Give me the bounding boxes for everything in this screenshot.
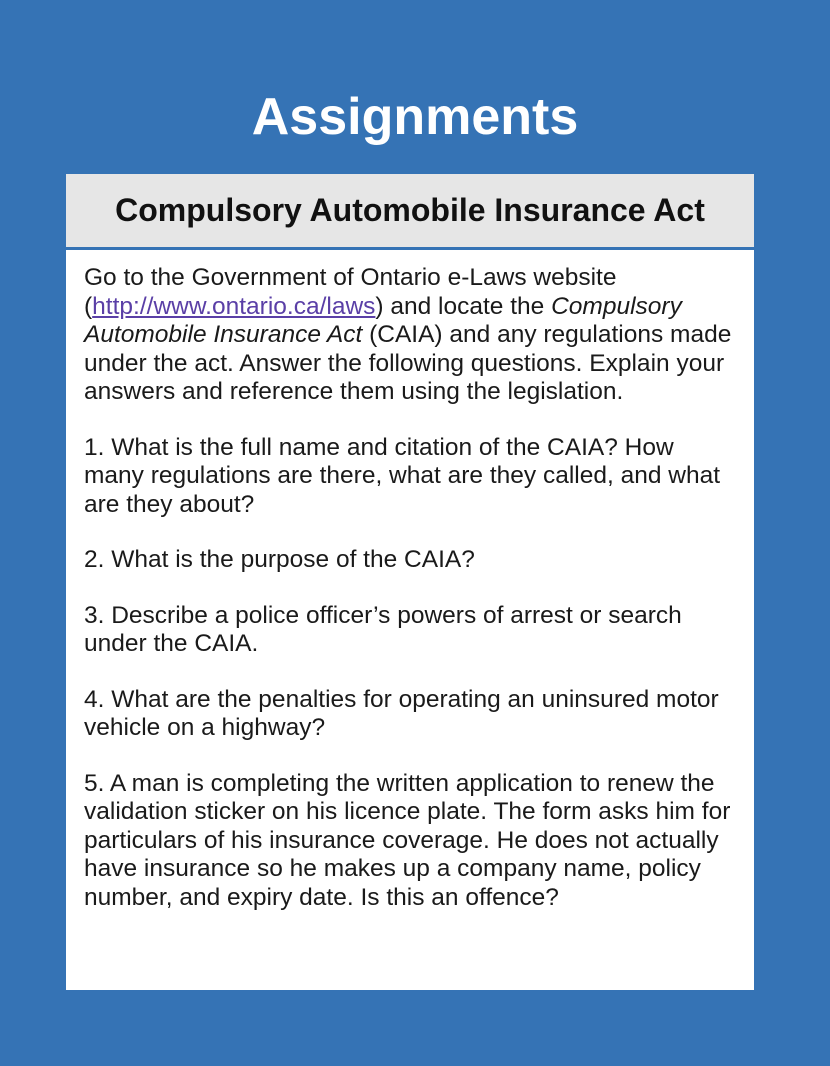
question-3: 3. Describe a police officer’s powers of arrest or search under the CAIA.: [84, 601, 682, 657]
intro-text-1: Go to the Government of Ontario e-Laws website (: [84, 264, 617, 320]
card-body: [66, 250, 754, 912]
page-title: Assignments: [251, 88, 579, 146]
question-4: 4. What are the penalties for operating an uninsured motor vehicle on a highway?: [84, 685, 719, 741]
intro-paragraph: [84, 264, 736, 407]
intro-text-2: ) and locate the: [375, 292, 552, 320]
act-name: Compulsory Automobile Insurance Act: [84, 292, 682, 348]
elaws-link[interactable]: http://www.ontario.ca/laws: [92, 292, 376, 320]
question-1: 1. What is the full name and citation of the CAIA? How many regulations are there, what are they called, and what are they about?: [84, 433, 721, 518]
card-header: [66, 174, 754, 250]
assignment-card: [66, 174, 754, 990]
intro-text-3: (CAIA) and any regulations made under the act. Answer the following questions. Explain your answers and reference them using the legislation.: [84, 321, 732, 405]
question-2: 2. What is the purpose of the CAIA?: [84, 546, 475, 573]
question-5: 5. A man is completing the written application to renew the validation sticker on his licence plate. The form asks him for particulars of his insurance coverage. He does not actually have insurance so he makes up a company name, policy number, and expiry date. Is this an offence?: [84, 769, 731, 911]
card-heading: Compulsory Automobile Insurance Act: [115, 192, 705, 228]
